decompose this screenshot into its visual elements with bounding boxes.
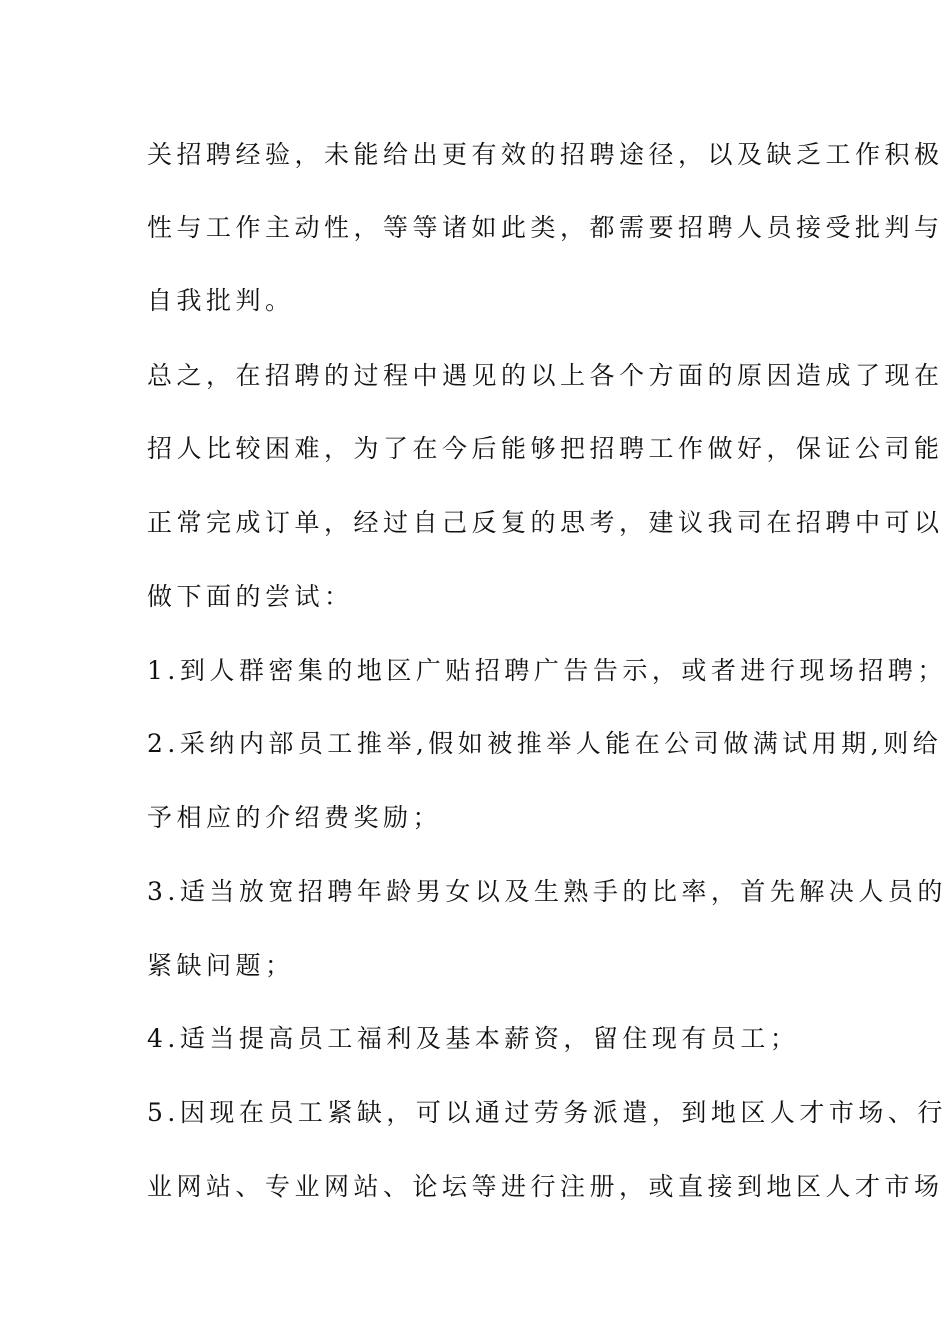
list-item: 4.适当提高员工福利及基本薪资，留住现有员工； — [147, 1024, 800, 1053]
list-item: 3.适当放宽招聘年龄男女以及生熟手的比率，首先解决人员的 — [147, 877, 947, 906]
text-line: 正常完成订单，经过自己反复的思考，建议我司在招聘中可以 — [147, 508, 944, 537]
text-line: 紧缺问题； — [147, 951, 295, 980]
text-line: 自我批判。 — [147, 286, 295, 315]
text-line: 关招聘经验，未能给出更有效的招聘途径，以及缺乏工作积极 — [147, 140, 944, 169]
text-line: 招人比较困难，为了在今后能够把招聘工作做好，保证公司能 — [147, 434, 944, 463]
list-item: 5.因现在员工紧缺，可以通过劳务派遣，到地区人才市场、行 — [147, 1098, 947, 1127]
text-line: 做下面的尝试： — [147, 582, 354, 611]
text-line: 总之，在招聘的过程中遇见的以上各个方面的原因造成了现在 — [147, 361, 944, 390]
text-line: 性与工作主动性，等等诸如此类，都需要招聘人员接受批判与 — [147, 213, 944, 242]
list-item: 2.采纳内部员工推举,假如被推举人能在公司做满试用期,则给 — [147, 729, 943, 758]
text-line: 予相应的介绍费奖励； — [147, 803, 443, 832]
list-item: 1.到人群密集的地区广贴招聘广告告示，或者进行现场招聘； — [147, 656, 947, 685]
text-line: 业网站、专业网站、论坛等进行注册，或直接到地区人才市场 — [147, 1172, 944, 1201]
